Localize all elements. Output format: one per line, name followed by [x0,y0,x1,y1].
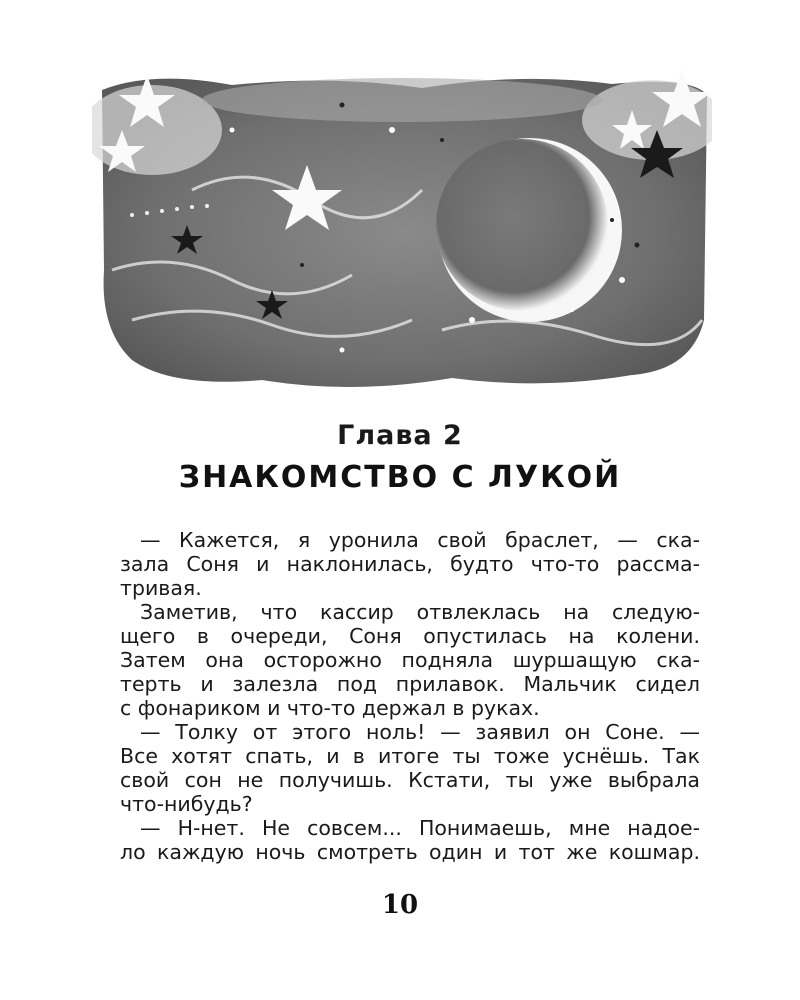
chapter-number: Глава 2 [337,420,463,451]
text-line: зала Соня и наклонилась, будто что-то рассма- [120,552,700,576]
text-line: свой сон не получишь. Кстати, ты уже выбрала [120,768,700,792]
chapter-title: ЗНАКОМСТВО С ЛУКОЙ [178,460,622,495]
text-line: тривая. [120,576,202,600]
text-line: ло каждую ночь смотреть один и тот же кошмар. [120,840,700,864]
text-line: — Н-нет. Не совсем... Понимаешь, мне надое- [140,816,700,840]
night-sky-moon-stars-icon [92,70,712,400]
text-line: с фонариком и что-то держал в руках. [120,696,540,720]
text-line: Все хотят спать, и в итоге ты тоже уснёшь. Так [120,744,700,768]
text-line: Затем она осторожно подняла шуршащую ска- [120,648,700,672]
night-sky-illustration [92,70,712,400]
text-line: что-нибудь? [120,792,253,816]
text-line: — Кажется, я уронила свой браслет, — ска- [140,528,700,552]
text-line: — Толку от этого ноль! — заявил он Соне. — [140,720,700,744]
text-line: терть и залезла под прилавок. Мальчик сидел [120,672,700,696]
page-number: 10 [381,890,419,920]
chapter-body [120,528,700,864]
text-line: Заметив, что кассир отвлеклась на следую- [140,600,700,624]
text-line: щего в очереди, Соня опустилась на колени. [120,624,700,648]
